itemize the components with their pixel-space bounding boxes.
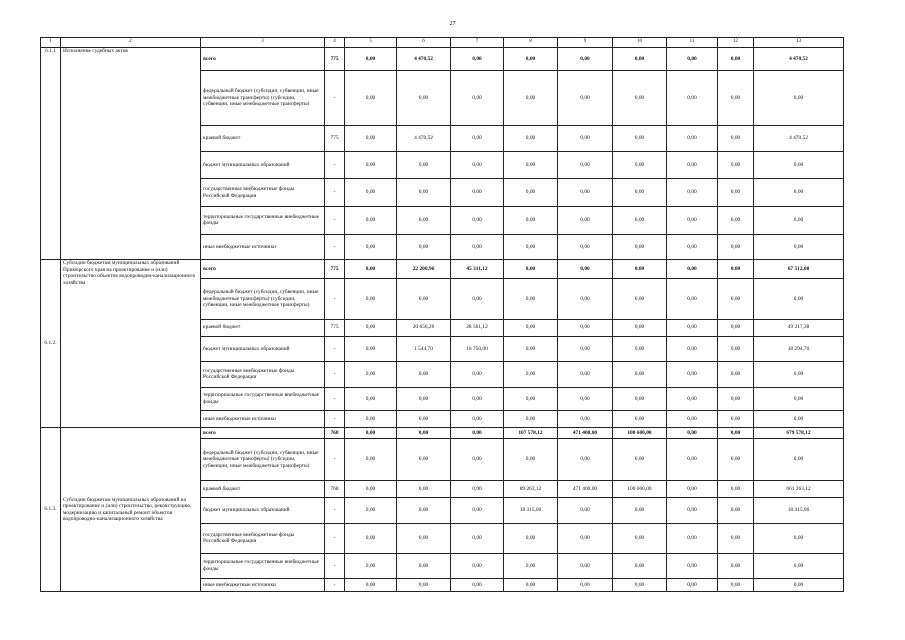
amount-cell: 0,00	[754, 207, 844, 235]
amount-cell: 471 400,00	[558, 428, 613, 439]
funding-source: бюджет муниципальных образований	[201, 336, 325, 362]
amount-cell: 0,00	[345, 234, 397, 260]
amount-cell: 0,00	[558, 70, 613, 125]
funding-source: краевой бюджет	[201, 481, 325, 498]
amount-cell: 0,00	[754, 362, 844, 388]
amount-cell: 0,00	[504, 260, 558, 279]
amount-cell: 0,00	[613, 336, 667, 362]
amount-cell: 0,00	[718, 151, 754, 179]
amount-cell: 0,00	[345, 411, 397, 428]
amount-cell: 0,00	[345, 179, 397, 207]
amount-cell: 0,00	[504, 234, 558, 260]
funding-source: государственные внебюджетные фонды Российской Федерации	[201, 362, 325, 388]
amount-cell: 0,00	[558, 151, 613, 179]
budget-code-cell: 775	[325, 319, 345, 336]
amount-cell: 0,00	[667, 151, 718, 179]
amount-cell: 0,00	[718, 179, 754, 207]
amount-cell: 0,00	[667, 319, 718, 336]
amount-cell: 22 200,96	[397, 260, 451, 279]
amount-cell: 0,00	[345, 481, 397, 498]
amount-cell: 28 561,12	[451, 319, 504, 336]
amount-cell: 0,00	[718, 523, 754, 553]
budget-code-cell: -	[325, 498, 345, 524]
amount-cell: 107 578,12	[504, 428, 558, 439]
amount-cell: 0,00	[397, 207, 451, 235]
amount-cell: 49 217,38	[754, 319, 844, 336]
amount-cell: 0,00	[451, 481, 504, 498]
amount-cell: 0,00	[558, 579, 613, 592]
amount-cell: 0,00	[667, 553, 718, 579]
amount-cell: 0,00	[397, 362, 451, 388]
amount-cell: 0,00	[345, 336, 397, 362]
amount-cell: 0,00	[754, 279, 844, 319]
budget-code-cell: 768	[325, 481, 345, 498]
amount-cell: 1 544,70	[397, 336, 451, 362]
budget-code-cell: -	[325, 279, 345, 319]
funding-source: бюджет муниципальных образований	[201, 498, 325, 524]
amount-cell: 0,00	[613, 279, 667, 319]
amount-cell: 0,00	[345, 498, 397, 524]
section-code: 6.1.3.	[41, 428, 61, 592]
page-number: 27	[449, 21, 456, 27]
funding-source: территориальные государственные внебюджетные фонды	[201, 207, 325, 235]
amount-cell: 0,00	[451, 498, 504, 524]
amount-cell: 0,00	[397, 234, 451, 260]
budget-code-cell: -	[325, 387, 345, 410]
budget-code-cell: -	[325, 579, 345, 592]
amount-cell: 0,00	[504, 438, 558, 481]
amount-cell: 0,00	[345, 579, 397, 592]
amount-cell: 0,00	[667, 428, 718, 439]
amount-cell: 0,00	[397, 523, 451, 553]
table-row	[41, 428, 844, 439]
amount-cell: 0,00	[667, 438, 718, 481]
column-number: 13	[754, 38, 844, 48]
amount-cell: 0,00	[558, 260, 613, 279]
amount-cell: 0,00	[613, 70, 667, 125]
column-number: 1	[41, 38, 61, 48]
amount-cell: 0,00	[667, 126, 718, 152]
amount-cell: 0,00	[558, 362, 613, 388]
amount-cell: 0,00	[345, 47, 397, 70]
section-name: Исполнение судебных актов	[61, 47, 201, 260]
column-number: 12	[718, 38, 754, 48]
amount-cell: 0,00	[754, 387, 844, 410]
column-number: 9	[558, 38, 613, 48]
amount-cell: 0,00	[718, 553, 754, 579]
budget-code-cell: -	[325, 336, 345, 362]
amount-cell: 0,00	[718, 579, 754, 592]
amount-cell: 0,00	[504, 411, 558, 428]
funding-source: иные внебюджетные источники	[201, 411, 325, 428]
amount-cell: 0,00	[667, 336, 718, 362]
amount-cell: 0,00	[504, 70, 558, 125]
amount-cell: 0,00	[451, 207, 504, 235]
amount-cell: 0,00	[451, 362, 504, 388]
amount-cell: 0,00	[397, 438, 451, 481]
amount-cell: 0,00	[667, 179, 718, 207]
section-name: Субсидии бюджетам муниципальных образований на проектирование и (или) строительство, реконструкцию, модернизацию и капитальный ремонт объектов водопроводно-канализационного хозяйства	[61, 428, 201, 592]
amount-cell: 0,00	[504, 387, 558, 410]
amount-cell: 0,00	[718, 260, 754, 279]
amount-cell: 0,00	[667, 70, 718, 125]
amount-cell: 0,00	[397, 553, 451, 579]
amount-cell: 0,00	[613, 319, 667, 336]
amount-cell: 0,00	[345, 151, 397, 179]
amount-cell: 0,00	[613, 234, 667, 260]
amount-cell: 0,00	[613, 579, 667, 592]
budget-code-cell: 775	[325, 47, 345, 70]
column-number: 6	[397, 38, 451, 48]
funding-source: всего	[201, 260, 325, 279]
amount-cell: 0,00	[504, 579, 558, 592]
amount-cell: 0,00	[718, 47, 754, 70]
amount-cell: 0,00	[504, 336, 558, 362]
amount-cell: 0,00	[397, 428, 451, 439]
amount-cell: 0,00	[451, 179, 504, 207]
amount-cell: 100 600,00	[613, 428, 667, 439]
amount-cell: 0,00	[667, 579, 718, 592]
amount-cell: 0,00	[345, 362, 397, 388]
amount-cell: 0,00	[345, 428, 397, 439]
amount-cell: 0,00	[558, 319, 613, 336]
amount-cell: 0,00	[451, 47, 504, 70]
amount-cell: 0,00	[558, 411, 613, 428]
amount-cell: 0,00	[667, 387, 718, 410]
amount-cell: 0,00	[754, 234, 844, 260]
amount-cell: 661 263,12	[754, 481, 844, 498]
amount-cell: 0,00	[397, 411, 451, 428]
budget-code-cell: -	[325, 70, 345, 125]
amount-cell: 0,00	[667, 362, 718, 388]
amount-cell: 0,00	[558, 179, 613, 207]
amount-cell: 0,00	[754, 179, 844, 207]
budget-code-cell: -	[325, 553, 345, 579]
funding-source: федеральный бюджет (субсидии, субвенции, иные межбюджетные трансферты) (субсидии, субвенции, иные межбюджетные трансферты)	[201, 70, 325, 125]
amount-cell: 4 470,52	[754, 47, 844, 70]
amount-cell: 0,00	[558, 126, 613, 152]
amount-cell: 0,00	[345, 279, 397, 319]
amount-cell: 0,00	[718, 319, 754, 336]
amount-cell: 0,00	[397, 579, 451, 592]
amount-cell: 45 311,12	[451, 260, 504, 279]
amount-cell: 0,00	[504, 523, 558, 553]
amount-cell: 0,00	[718, 411, 754, 428]
budget-code-cell: 775	[325, 126, 345, 152]
column-number: 7	[451, 38, 504, 48]
column-number: 3	[201, 38, 325, 48]
amount-cell: 0,00	[558, 553, 613, 579]
amount-cell: 0,00	[613, 151, 667, 179]
amount-cell: 0,00	[345, 319, 397, 336]
table-row	[41, 260, 844, 279]
amount-cell: 0,00	[718, 336, 754, 362]
amount-cell: 0,00	[451, 579, 504, 592]
amount-cell: 0,00	[451, 126, 504, 152]
amount-cell: 0,00	[397, 498, 451, 524]
amount-cell: 0,00	[558, 234, 613, 260]
funding-source: всего	[201, 47, 325, 70]
amount-cell: 0,00	[504, 179, 558, 207]
column-number: 8	[504, 38, 558, 48]
amount-cell: 0,00	[754, 553, 844, 579]
column-number: 10	[613, 38, 667, 48]
amount-cell: 0,00	[397, 481, 451, 498]
amount-cell: 0,00	[558, 523, 613, 553]
amount-cell: 0,00	[504, 319, 558, 336]
column-number: 5	[345, 38, 397, 48]
amount-cell: 0,00	[345, 70, 397, 125]
amount-cell: 0,00	[613, 260, 667, 279]
budget-code-cell: -	[325, 207, 345, 235]
amount-cell: 0,00	[667, 411, 718, 428]
budget-table	[40, 37, 844, 592]
table-row	[41, 47, 844, 70]
amount-cell: 0,00	[504, 47, 558, 70]
funding-source: федеральный бюджет (субсидии, субвенции, иные межбюджетные трансферты) (субсидии, субвенции, иные межбюджетные трансферты)	[201, 279, 325, 319]
budget-code-cell: -	[325, 438, 345, 481]
amount-cell: 0,00	[451, 234, 504, 260]
amount-cell: 0,00	[558, 438, 613, 481]
budget-code-cell: -	[325, 523, 345, 553]
amount-cell: 0,00	[718, 207, 754, 235]
amount-cell: 0,00	[613, 47, 667, 70]
amount-cell: 0,00	[667, 207, 718, 235]
amount-cell: 0,00	[558, 207, 613, 235]
amount-cell: 0,00	[451, 553, 504, 579]
amount-cell: 0,00	[754, 438, 844, 481]
amount-cell: 0,00	[504, 279, 558, 319]
amount-cell: 0,00	[613, 362, 667, 388]
funding-source: государственные внебюджетные фонды Российской Федерации	[201, 179, 325, 207]
funding-source: краевой бюджет	[201, 126, 325, 152]
funding-source: иные внебюджетные источники	[201, 234, 325, 260]
amount-cell: 89 263,12	[504, 481, 558, 498]
amount-cell: 0,00	[754, 411, 844, 428]
column-number: 4	[325, 38, 345, 48]
amount-cell: 0,00	[504, 151, 558, 179]
amount-cell: 16 750,00	[451, 336, 504, 362]
amount-cell: 0,00	[397, 151, 451, 179]
section-code: 6.1.1	[41, 47, 61, 260]
amount-cell: 0,00	[397, 179, 451, 207]
amount-cell: 0,00	[397, 70, 451, 125]
amount-cell: 0,00	[613, 498, 667, 524]
section-code: 6.1.2.	[41, 260, 61, 428]
amount-cell: 0,00	[504, 207, 558, 235]
amount-cell: 0,00	[558, 47, 613, 70]
amount-cell: 0,00	[345, 126, 397, 152]
funding-source: бюджет муниципальных образований	[201, 151, 325, 179]
section-name: Субсидии бюджетам муниципальных образований Приморского края на проектирование и (или) строительство объектов водопроводно-канализационного хозяйства	[61, 260, 201, 428]
amount-cell: 0,00	[397, 387, 451, 410]
amount-cell: 0,00	[451, 428, 504, 439]
amount-cell: 0,00	[613, 207, 667, 235]
budget-code-cell: -	[325, 151, 345, 179]
amount-cell: 18 315,00	[754, 498, 844, 524]
amount-cell: 0,00	[754, 70, 844, 125]
amount-cell: 0,00	[345, 207, 397, 235]
amount-cell: 0,00	[667, 279, 718, 319]
amount-cell: 0,00	[667, 498, 718, 524]
amount-cell: 0,00	[754, 523, 844, 553]
amount-cell: 0,00	[345, 523, 397, 553]
amount-cell: 0,00	[718, 387, 754, 410]
amount-cell: 0,00	[451, 523, 504, 553]
amount-cell: 0,00	[613, 126, 667, 152]
amount-cell: 0,00	[345, 553, 397, 579]
amount-cell: 4 470,52	[397, 126, 451, 152]
amount-cell: 0,00	[718, 428, 754, 439]
funding-source: федеральный бюджет (субсидии, субвенции, иные межбюджетные трансферты) (субсидии, субвенции, иные межбюджетные трансферты)	[201, 438, 325, 481]
amount-cell: 0,00	[451, 387, 504, 410]
amount-cell: 0,00	[504, 362, 558, 388]
budget-code-cell: -	[325, 234, 345, 260]
amount-cell: 0,00	[718, 481, 754, 498]
amount-cell: 0,00	[558, 387, 613, 410]
amount-cell: 18 315,00	[504, 498, 558, 524]
amount-cell: 0,00	[667, 481, 718, 498]
column-number: 11	[667, 38, 718, 48]
funding-source: территориальные государственные внебюджетные фонды	[201, 387, 325, 410]
amount-cell: 0,00	[718, 498, 754, 524]
budget-code-cell: 775	[325, 260, 345, 279]
amount-cell: 0,00	[613, 553, 667, 579]
amount-cell: 0,00	[613, 387, 667, 410]
amount-cell: 100 600,00	[613, 481, 667, 498]
amount-cell: 0,00	[558, 498, 613, 524]
amount-cell: 0,00	[667, 523, 718, 553]
amount-cell: 0,00	[345, 260, 397, 279]
funding-source: территориальные государственные внебюджетные фонды	[201, 553, 325, 579]
amount-cell: 0,00	[451, 411, 504, 428]
amount-cell: 0,00	[451, 70, 504, 125]
amount-cell: 0,00	[754, 579, 844, 592]
amount-cell: 0,00	[613, 523, 667, 553]
budget-code-cell: 768	[325, 428, 345, 439]
amount-cell: 0,00	[613, 179, 667, 207]
amount-cell: 0,00	[345, 387, 397, 410]
amount-cell: 4 470,52	[754, 126, 844, 152]
amount-cell: 0,00	[613, 438, 667, 481]
amount-cell: 0,00	[718, 279, 754, 319]
amount-cell: 0,00	[718, 438, 754, 481]
budget-code-cell: -	[325, 411, 345, 428]
budget-code-cell: -	[325, 179, 345, 207]
amount-cell: 20 656,26	[397, 319, 451, 336]
amount-cell: 0,00	[558, 279, 613, 319]
table-header-row	[41, 38, 844, 48]
amount-cell: 0,00	[718, 126, 754, 152]
amount-cell: 0,00	[718, 234, 754, 260]
amount-cell: 0,00	[451, 438, 504, 481]
amount-cell: 0,00	[397, 279, 451, 319]
amount-cell: 0,00	[667, 234, 718, 260]
amount-cell: 0,00	[451, 151, 504, 179]
amount-cell: 4 470,52	[397, 47, 451, 70]
amount-cell: 0,00	[718, 70, 754, 125]
funding-source: иные внебюджетные источники	[201, 579, 325, 592]
amount-cell: 0,00	[451, 279, 504, 319]
funding-source: краевой бюджет	[201, 319, 325, 336]
amount-cell: 0,00	[667, 260, 718, 279]
budget-code-cell: -	[325, 362, 345, 388]
amount-cell: 67 512,08	[754, 260, 844, 279]
column-number: 2	[61, 38, 201, 48]
amount-cell: 0,00	[504, 553, 558, 579]
amount-cell: 471 400,00	[558, 481, 613, 498]
funding-source: государственные внебюджетные фонды Российской Федерации	[201, 523, 325, 553]
amount-cell: 679 578,12	[754, 428, 844, 439]
amount-cell: 0,00	[667, 47, 718, 70]
amount-cell: 0,00	[754, 151, 844, 179]
amount-cell: 0,00	[504, 126, 558, 152]
amount-cell: 0,00	[558, 336, 613, 362]
funding-source: всего	[201, 428, 325, 439]
amount-cell: 0,00	[345, 438, 397, 481]
amount-cell: 18 294,70	[754, 336, 844, 362]
amount-cell: 0,00	[613, 411, 667, 428]
amount-cell: 0,00	[718, 362, 754, 388]
